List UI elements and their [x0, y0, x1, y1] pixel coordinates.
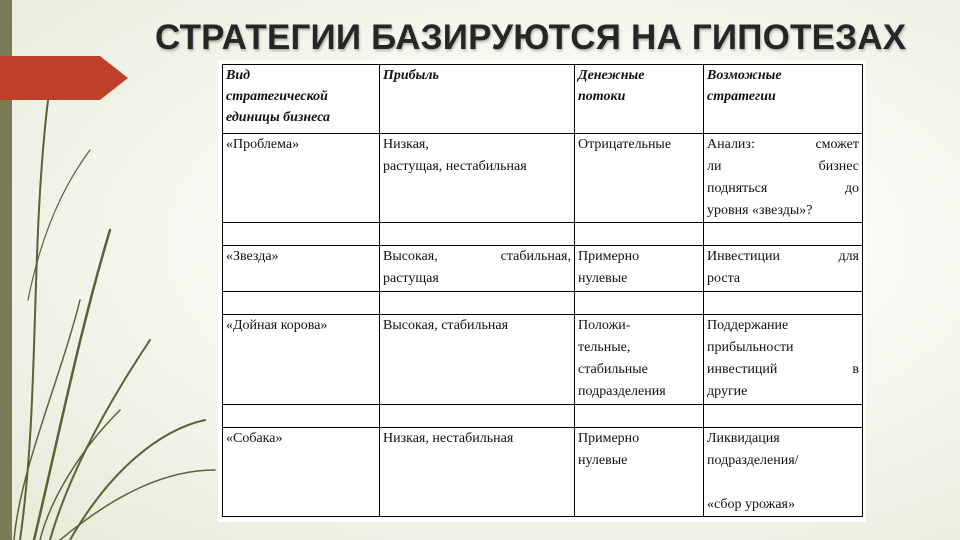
empty-cell [704, 292, 863, 315]
empty-cell [704, 405, 863, 428]
cell-profit [380, 134, 575, 223]
empty-cell [223, 405, 380, 428]
cell-line: инвестиций в [707, 362, 859, 377]
empty-cell [380, 223, 575, 246]
cell-line: тельные, [578, 340, 631, 355]
header-text: потоки [578, 89, 626, 104]
cell-line: подразделения/ [707, 453, 799, 468]
header-cash [575, 65, 704, 134]
cell-line: другие [707, 384, 748, 399]
empty-cell [223, 292, 380, 315]
table-row [223, 134, 863, 223]
cell-line: Ликвидация [707, 431, 780, 446]
cell-cash [575, 134, 704, 223]
table-spacer-row [223, 292, 863, 315]
empty-cell [575, 223, 704, 246]
table-row [223, 428, 863, 517]
cell-line [707, 472, 859, 494]
cell-line: Инвестиции для [707, 249, 859, 264]
cell-strategy [704, 315, 863, 405]
cell-line: подразделения [578, 384, 666, 399]
header-strategy [704, 65, 863, 134]
empty-cell [380, 405, 575, 428]
strategy-table [222, 64, 863, 517]
cell-line: Примерно [578, 431, 640, 446]
cell-strategy [704, 428, 863, 517]
header-unit [223, 65, 380, 134]
header-text: стратегии [707, 89, 776, 104]
header-profit [380, 65, 575, 134]
cell-line: Высокая, стабильная, [383, 249, 571, 264]
strategy-table-card [218, 60, 866, 522]
cell-line: ли бизнес [707, 159, 859, 174]
header-text: Прибыль [383, 68, 439, 83]
cell-line: Высокая, стабильная [383, 318, 509, 333]
table-spacer-row [223, 405, 863, 428]
table-row [223, 246, 863, 292]
cell-unit: «Проблема» [223, 134, 380, 223]
cell-profit [380, 428, 575, 517]
empty-cell [380, 292, 575, 315]
header-text: Денежные [578, 68, 645, 83]
header-text: Возможные [707, 68, 782, 83]
cell-line: уровня «звезды»? [707, 203, 813, 218]
cell-unit: «Звезда» [223, 246, 380, 292]
cell-strategy [704, 134, 863, 223]
title-arrow-marker [0, 54, 130, 102]
cell-line: Примерно [578, 249, 640, 264]
cell-line: Положи- [578, 318, 631, 333]
cell-line: роста [707, 271, 741, 286]
empty-cell [575, 292, 704, 315]
slide-title: СТРАТЕГИИ БАЗИРУЮТСЯ НА ГИПОТЕЗАХ [155, 18, 907, 57]
cell-line: Анализ: сможет [707, 137, 859, 152]
cell-line: Поддержание [707, 318, 789, 333]
table-header-row [223, 65, 863, 134]
cell-profit [380, 246, 575, 292]
cell-line: растущая, нестабильная [383, 159, 527, 174]
cell-line: нулевые [578, 453, 628, 468]
cell-line: Отрицательные [578, 137, 672, 152]
header-text: Вид [226, 68, 251, 83]
table-spacer-row [223, 223, 863, 246]
cell-strategy [704, 246, 863, 292]
cell-unit: «Дойная корова» [223, 315, 380, 405]
cell-cash [575, 428, 704, 517]
cell-line: прибыльности [707, 340, 794, 355]
empty-cell [223, 223, 380, 246]
header-text: стратегической [226, 89, 328, 104]
cell-line: «сбор урожая» [707, 497, 795, 512]
cell-profit [380, 315, 575, 405]
cell-line: растущая [383, 271, 439, 286]
empty-cell [575, 405, 704, 428]
table-row [223, 315, 863, 405]
cell-line: Низкая, [383, 137, 429, 152]
cell-line: нулевые [578, 271, 628, 286]
cell-line: стабильные [578, 362, 648, 377]
cell-line: Низкая, нестабильная [383, 431, 514, 446]
header-text: единицы бизнеса [226, 110, 331, 125]
cell-unit: «Собака» [223, 428, 380, 517]
cell-line: подняться до [707, 181, 859, 196]
cell-cash [575, 315, 704, 405]
cell-cash [575, 246, 704, 292]
empty-cell [704, 223, 863, 246]
